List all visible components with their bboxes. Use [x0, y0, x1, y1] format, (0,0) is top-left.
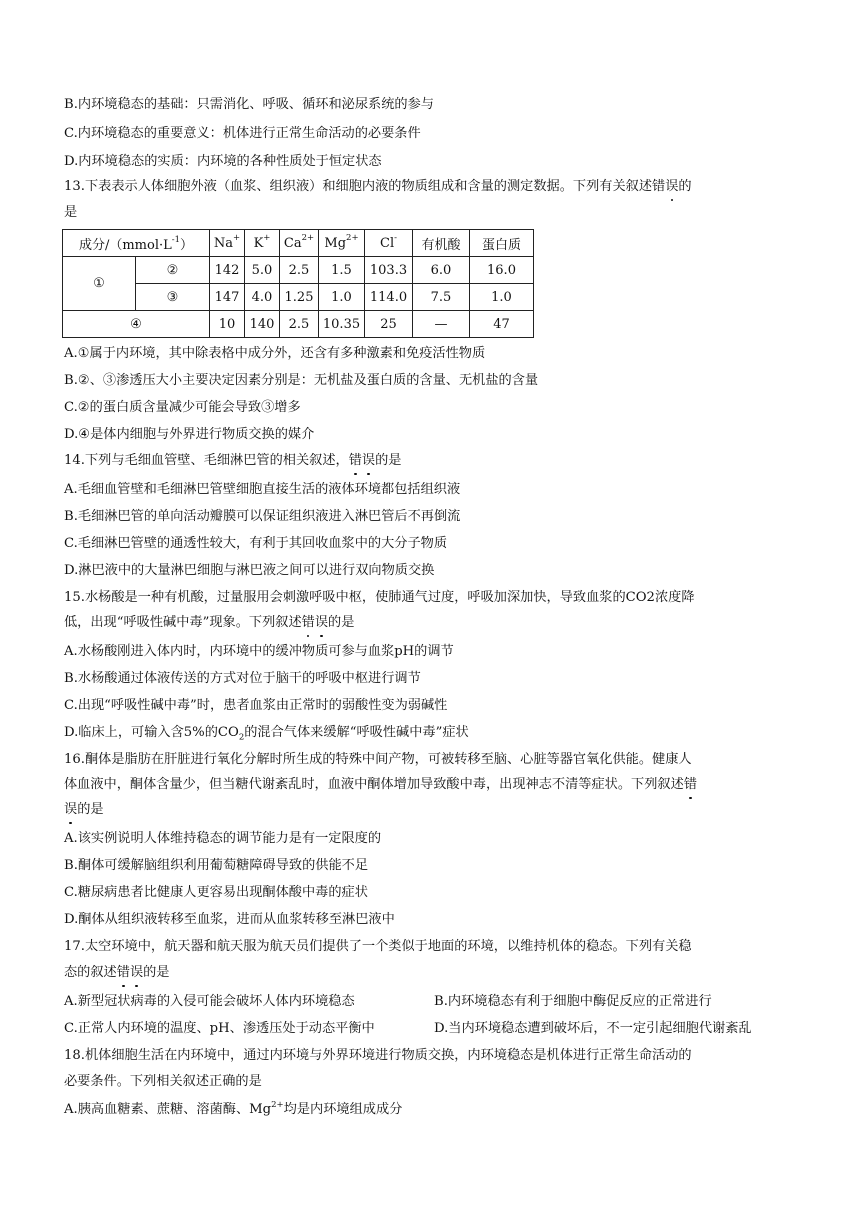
q16-option-d: D.酮体从组织液转移至血浆，进而从血浆转移至淋巴液中 — [64, 912, 395, 927]
q15-stem-line2 — [64, 614, 354, 632]
q13-option-b: B.②、③渗透压大小主要决定因素分别是：无机盐及蛋白质的含量、无机盐的含量 — [64, 373, 539, 388]
header-ca: $Ca^{2+}$ — [280, 230, 319, 257]
table-cell: 2.5 — [280, 257, 319, 284]
q16-stem-line1: 16.酮体是脂肪在肝脏进行氧化分解时所生成的特殊中间产物，可被转移至脑、心脏等器官氧化供能。健康人 — [64, 752, 692, 767]
header-protein: 蛋白质 — [470, 230, 534, 257]
header-k: K+ — [245, 230, 280, 257]
q17-stem-end: 的是 — [143, 965, 170, 980]
q15-emphasis-cuo: 错 — [301, 615, 315, 630]
q13-option-d: D.④是体内细胞与外界进行物质交换的媒介 — [64, 427, 315, 442]
table-cell: 140 — [245, 311, 280, 338]
table-cell: 25 — [365, 311, 413, 338]
q13-option-c: C.②的蛋白质含量减少可能会导致③增多 — [64, 400, 301, 415]
q14-stem-end: 的是 — [375, 453, 402, 468]
q17-option-a: A.新型冠状病毒的入侵可能会破坏人体内环境稳态 — [64, 994, 355, 1009]
table-cell: 2.5 — [280, 311, 319, 338]
q15-stem-end: 的是 — [328, 615, 355, 630]
table-cell: — — [413, 311, 470, 338]
q12-option-b: B.内环境稳态的基础：只需消化、呼吸、循环和泌尿系统的参与 — [64, 97, 434, 112]
q14-emphasis-cuo: 错 — [348, 453, 362, 468]
q16-option-b: B.酮体可缓解脑组织利用葡萄糖障碍导致的供能不足 — [64, 858, 369, 873]
header-organic-acid: 有机酸 — [413, 230, 470, 257]
table-cell: 6.0 — [413, 257, 470, 284]
q15-option-c: C.出现“呼吸性碱中毒”时，患者血浆由正常时的弱酸性变为弱碱性 — [64, 698, 448, 713]
q17-stem-line1: 17.太空环境中，航天器和航天服为航天员们提供了一个类似于地面的环境，以维持机体的稳态。下列有关稳 — [64, 939, 692, 954]
q14-option-a: A.毛细血管壁和毛细淋巴管壁细胞直接生活的液体环境都包括组织液 — [64, 482, 461, 497]
q16-emphasis-wu: 误 — [64, 802, 78, 817]
table-cell: 1.5 — [319, 257, 365, 284]
row-group-label: ① — [63, 257, 136, 311]
table-cell: 103.3 — [365, 257, 413, 284]
q16-stem-end: 的是 — [77, 802, 104, 817]
q17-emphasis-cuo: 错 — [116, 965, 130, 980]
q14-stem-text: 14.下列与毛细血管壁、毛细淋巴管的相关叙述， — [64, 453, 349, 468]
table-cell: 114.0 — [365, 284, 413, 311]
q15-stem-line1: 15.水杨酸是一种有机酸，过量服用会刺激呼吸中枢，使肺通气过度，呼吸加深加快，导致血浆的CO2浓度降 — [64, 590, 695, 605]
q14-stem — [64, 452, 401, 470]
header-na: Na+ — [210, 230, 245, 257]
q14-emphasis-wu: 误 — [361, 453, 376, 468]
table-cell: 10.35 — [319, 311, 365, 338]
table-cell: 4.0 — [245, 284, 280, 311]
q17-stem-line2 — [64, 964, 170, 982]
q16-emphasis-cuo: 错 — [683, 777, 697, 792]
q18-stem-line2: 必要条件。下列相关叙述正确的是 — [64, 1074, 262, 1089]
q18-stem-line1: 18.机体细胞生活在内环境中，通过内环境与外界环境进行物质交换，内环境稳态是机体进行正常生命活动的 — [64, 1048, 692, 1063]
q16-option-a: A.该实例说明人体维持稳态的调节能力是有一定限度的 — [64, 831, 382, 846]
table-cell: 10 — [210, 311, 245, 338]
table-cell: 1.25 — [280, 284, 319, 311]
q15-option-d: D.临床上，可输入含5%的$CO_2$的混合气体来缓解“呼吸性碱中毒”症状 — [64, 725, 469, 743]
table-cell: 47 — [470, 311, 534, 338]
q17-option-row1 — [64, 993, 355, 1011]
table-cell: 142 — [210, 257, 245, 284]
q15-option-b: B.水杨酸通过体液传送的方式对位于脑干的呼吸中枢进行调节 — [64, 671, 421, 686]
q15-stem-text: 低，出现“呼吸性碱中毒”现象。下列叙述 — [64, 615, 302, 630]
table-cell: 1.0 — [470, 284, 534, 311]
q16-stem-text: 体血液中，酮体含量少，但当糖代谢紊乱时，血液中酮体增加导致酸中毒，出现神志不清等症状。下列叙述 — [64, 777, 684, 792]
table-cell: 7.5 — [413, 284, 470, 311]
header-cl: Cl- — [365, 230, 413, 257]
q17-emphasis-wu: 误 — [129, 965, 144, 980]
row-label: ② — [136, 257, 210, 284]
q14-option-b: B.毛细淋巴管的单向活动瓣膜可以保证组织液进入淋巴管后不再倒流 — [64, 509, 461, 524]
table-row — [63, 257, 534, 284]
q13-stem-line2: 是 — [64, 205, 78, 220]
q12-option-d: D.内环境稳态的实质：内环境的各种性质处于恒定状态 — [64, 154, 382, 169]
q17-option-c: C.正常人内环境的温度、pH、渗透压处于动态平衡中 — [64, 1021, 375, 1036]
table-cell: 16.0 — [470, 257, 534, 284]
header-unit: 成分$/(mmol\cdot L^{-1})$ — [63, 230, 210, 257]
q13-stem-end: 的 — [678, 179, 692, 194]
q15-emphasis-wu: 误 — [314, 615, 329, 630]
header-mg: $Mg^{2+}$ — [319, 230, 365, 257]
q13-stem — [64, 178, 692, 196]
q13-emphasis-wu: 误 — [665, 179, 679, 194]
table-cell: 147 — [210, 284, 245, 311]
q16-stem-line3 — [64, 801, 104, 819]
table-cell: 5.0 — [245, 257, 280, 284]
q17-option-d: D.当内环境稳态遭到破坏后，不一定引起细胞代谢紊乱 — [434, 1021, 752, 1036]
q12-option-c: C.内环境稳态的重要意义：机体进行正常生命活动的必要条件 — [64, 126, 421, 141]
q17-stem-text: 态的叙述 — [64, 965, 117, 980]
row-label: ③ — [136, 284, 210, 311]
q13-option-a: A.①属于内环境，其中除表格中成分外，还含有多种激素和免疫活性物质 — [64, 346, 486, 361]
q13-emphasis-cuo: 错 — [652, 179, 666, 194]
q14-option-d: D.淋巴液中的大量淋巴细胞与淋巴液之间可以进行双向物质交换 — [64, 563, 435, 578]
row-label: ④ — [63, 311, 210, 338]
composition-table — [62, 229, 534, 338]
table-row — [63, 311, 534, 338]
q18-option-a: A.胰高血糖素、蔗糖、溶菌酶、$Mg^{2+}$均是内环境组成成分 — [64, 1099, 403, 1117]
q17-option-b: B.内环境稳态有利于细胞中酶促反应的正常进行 — [434, 994, 712, 1009]
q13-stem-text: 13.下表表示人体细胞外液（血浆、组织液）和细胞内液的物质组成和含量的测定数据。下列有关叙述 — [64, 179, 653, 194]
q16-option-c: C.糖尿病患者比健康人更容易出现酮体酸中毒的症状 — [64, 885, 368, 900]
table-cell: 1.0 — [319, 284, 365, 311]
q14-option-c: C.毛细淋巴管壁的通透性较大，有利于其回收血浆中的大分子物质 — [64, 536, 448, 551]
table-header-row — [63, 230, 534, 257]
q16-stem-line2 — [64, 776, 697, 794]
q15-option-a: A.水杨酸刚进入体内时，内环境中的缓冲物质可参与血浆pH的调节 — [64, 644, 454, 659]
